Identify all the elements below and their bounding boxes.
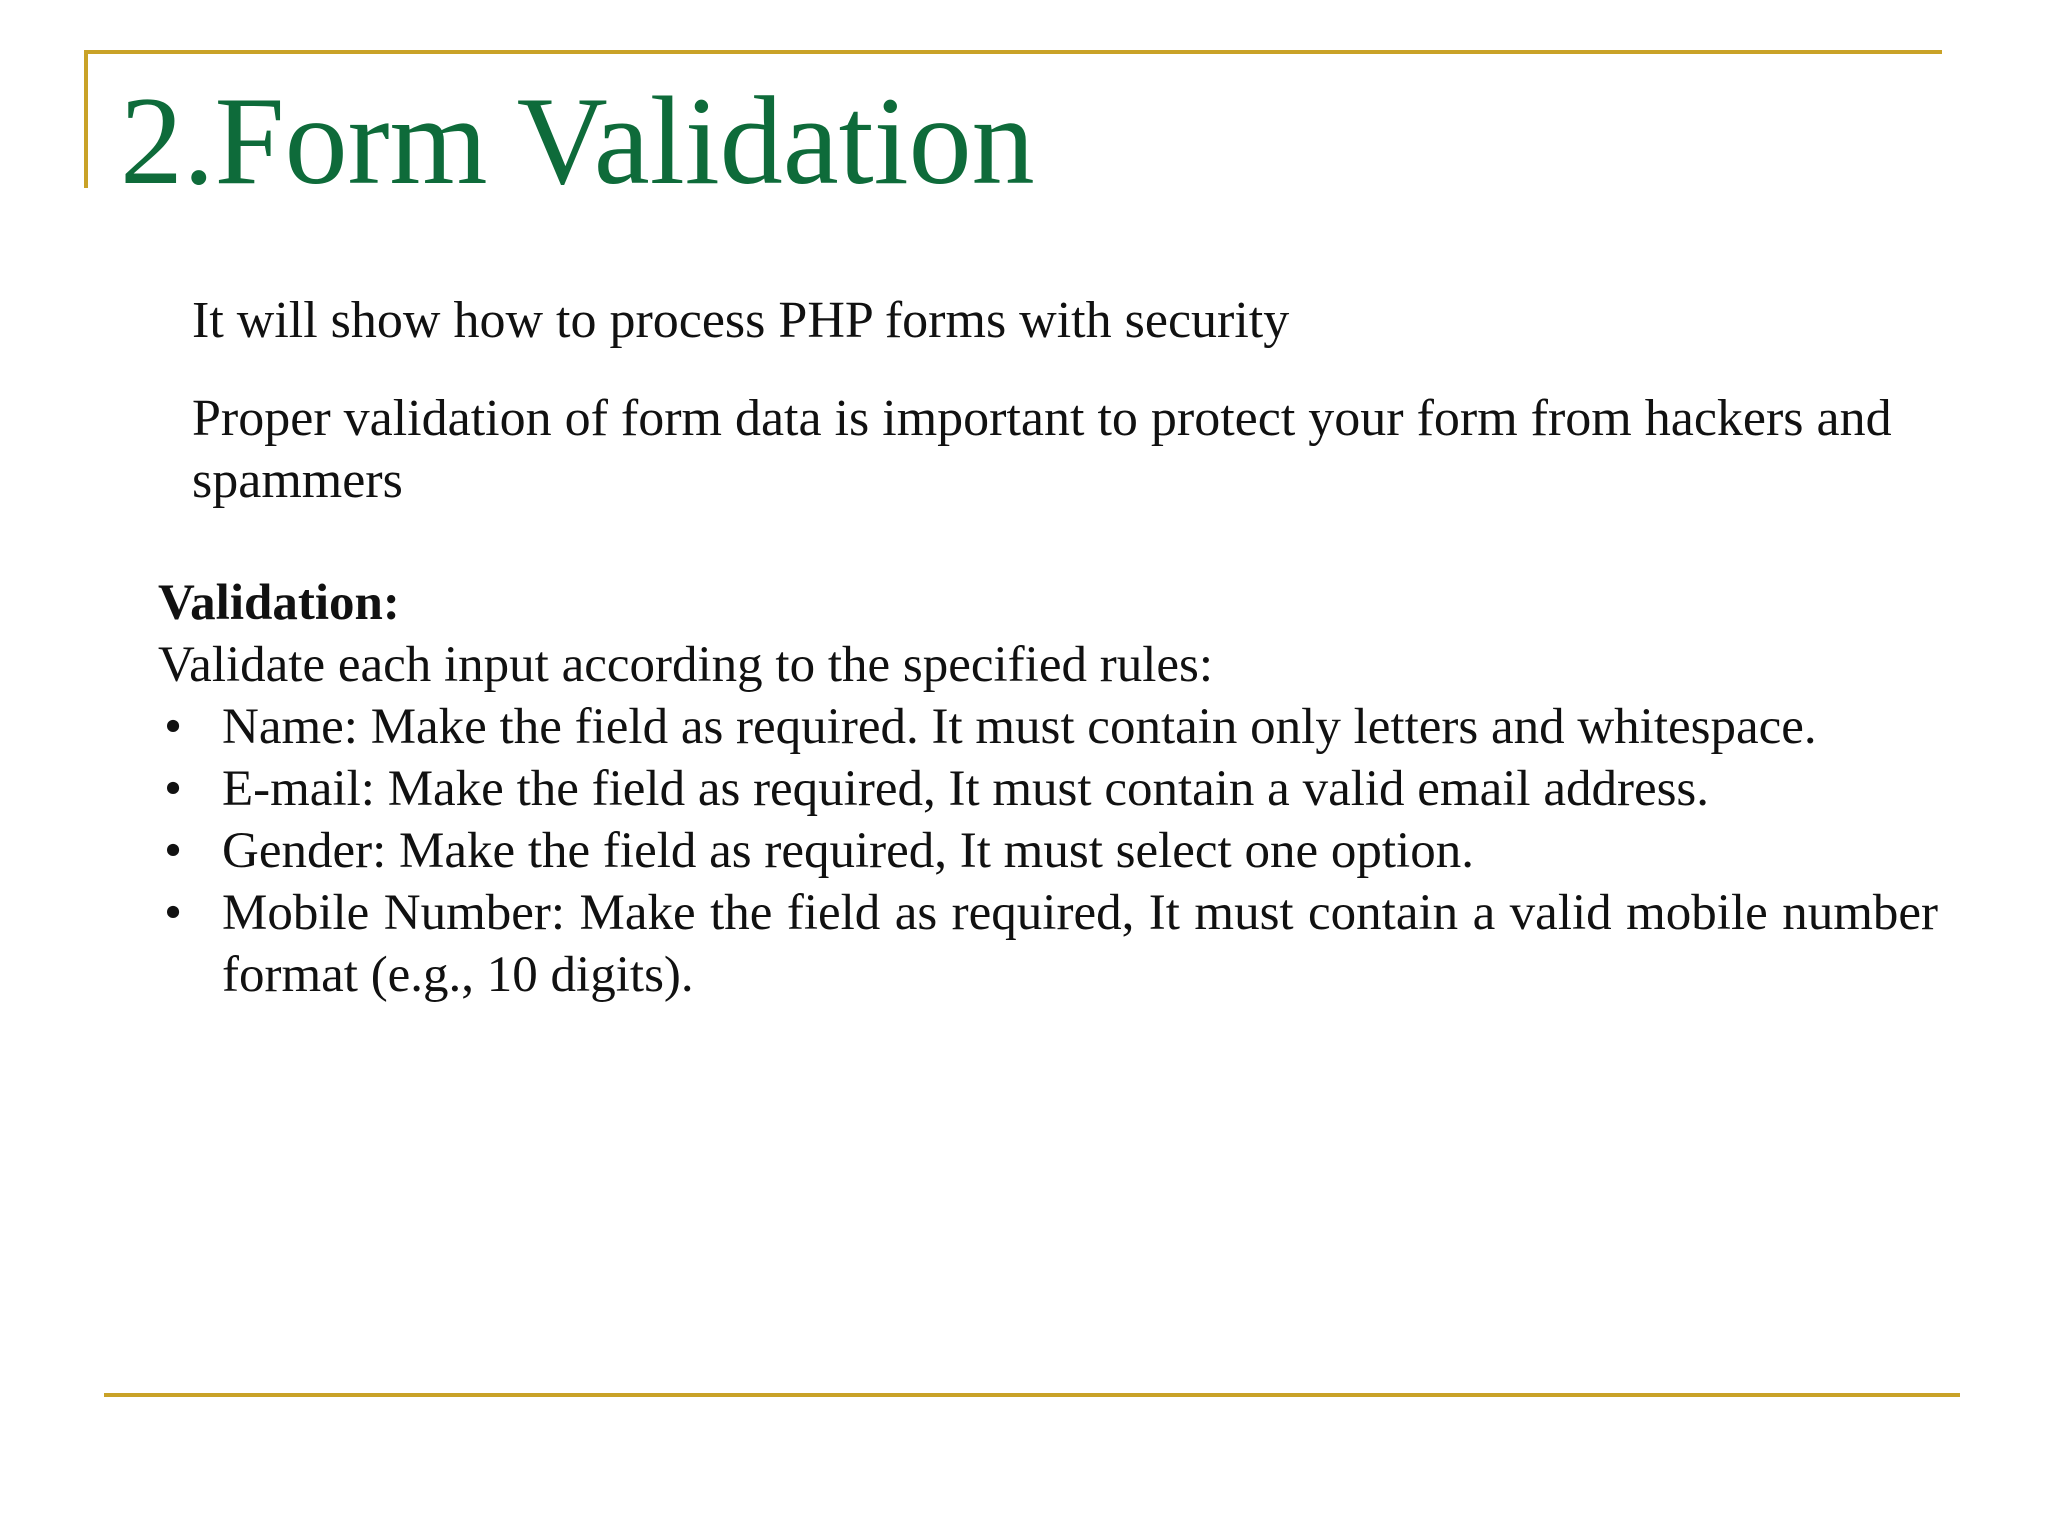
intro-list [192,290,1992,548]
rule-email [158,758,1938,820]
rule-name [158,696,1938,758]
rule-text-gender: Gender: Make the field as required, It must select one option. [222,823,1474,879]
intro-point-validation-importance: Proper validation of form data is important to protect your form from hackers and spammers [192,390,1892,509]
slide-title: 2.Form Validation [120,72,1035,211]
top-divider-line [84,50,1942,54]
validation-heading: Validation: [158,575,400,631]
left-accent-line [84,50,88,188]
rule-text-name: Name: Make the field as required. It must contain only letters and whitespace. [222,699,1817,755]
bullet-icon: • [164,885,182,941]
validation-rules-list [158,696,1938,1006]
rule-mobile-number [158,882,1938,1006]
bullet-icon: • [164,823,182,879]
bullet-icon: • [164,699,182,755]
rule-text-email: E-mail: Make the field as required, It must contain a valid email address. [222,761,1710,817]
bottom-divider-line [104,1393,1960,1397]
rule-text-mobile-number: Mobile Number: Make the field as required, It must contain a valid mobile number format (e.g., 10 digits). [222,885,1938,1003]
validation-intro-text: Validate each input according to the specified rules: [158,637,1214,693]
rule-gender [158,820,1938,882]
bullet-icon: • [164,761,182,817]
intro-point-security: It will show how to process PHP forms with security [192,292,1290,349]
validation-section [158,572,1938,1006]
